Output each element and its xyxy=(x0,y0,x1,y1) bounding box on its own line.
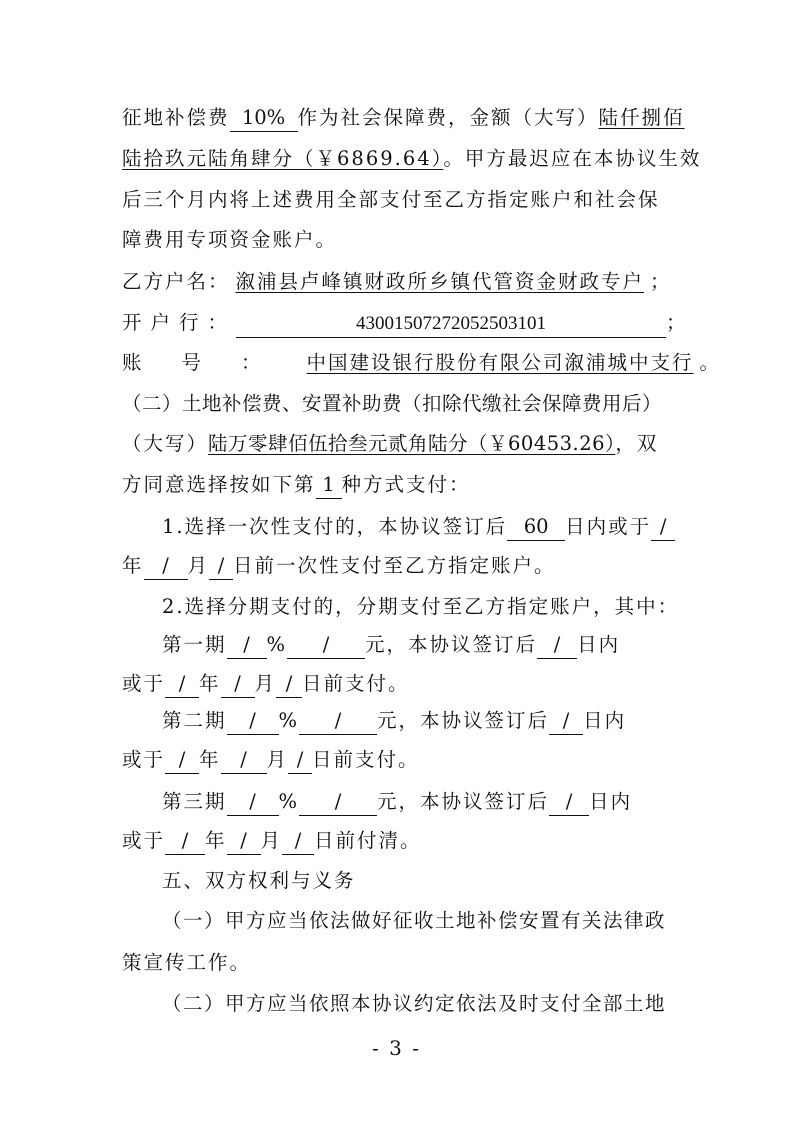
land-fee-line-1: （二）土地补偿费、安置补助费（扣除代缴社会保障费用后） xyxy=(122,392,663,415)
account-name-value: 溆浦县卢峰镇财政所乡镇代管资金财政专户 xyxy=(235,270,645,293)
amount-words-part2: 陆拾玖元陆角肆分（￥6869.64） xyxy=(122,147,444,170)
payment-method-choice: 1 xyxy=(316,472,342,499)
page-number: - 3 - xyxy=(372,1036,421,1060)
text: 日前支付。 xyxy=(312,748,420,771)
text: % xyxy=(266,633,288,656)
text: 。 xyxy=(699,351,722,374)
text: 或于 xyxy=(122,829,166,852)
section-5-heading: 五、双方权利与义务 xyxy=(162,869,356,892)
account-number-line xyxy=(122,345,722,381)
installment-days: / xyxy=(549,708,583,735)
option1-year: / xyxy=(651,514,675,541)
social-fee-line-2 xyxy=(122,141,702,177)
section-5-p2-line-1: （二）甲方应当依照本协议约定依法及时支付全部土地 xyxy=(162,992,667,1015)
installment-day: / xyxy=(288,747,312,774)
section-5-p1-line-2: 策宣传工作。 xyxy=(122,951,252,974)
installment-month: / xyxy=(221,747,267,774)
text: 元，本协议签订后 xyxy=(365,633,538,656)
text: 年 xyxy=(199,748,221,771)
option1-month: / xyxy=(144,553,188,580)
installment-label: 第三期 xyxy=(162,790,227,813)
installment-label: 第一期 xyxy=(162,633,227,656)
option1-day: / xyxy=(209,553,233,580)
text: 日前付清。 xyxy=(314,829,422,852)
installment-percent: / xyxy=(227,708,279,735)
account-name-line xyxy=(122,264,672,300)
installment-3-line-1 xyxy=(162,784,667,820)
installment-days: / xyxy=(537,632,577,659)
amount-words-part1: 陆仟捌佰 xyxy=(598,106,685,129)
text: （大写） xyxy=(122,432,209,455)
text: 日内或于 xyxy=(565,515,652,538)
text: 元，本协议签订后 xyxy=(377,790,550,813)
fee-percent-blank: 10% xyxy=(230,105,298,132)
land-fee-line-2 xyxy=(122,426,667,462)
installment-month: / xyxy=(227,828,261,855)
text: 。甲方最迟应在本协议生效 xyxy=(443,147,702,170)
installment-year: / xyxy=(165,671,199,698)
bank-line xyxy=(122,305,688,341)
installment-days: / xyxy=(549,789,589,816)
installment-year: / xyxy=(165,747,199,774)
installment-year: / xyxy=(165,828,205,855)
text: 月 xyxy=(187,554,210,577)
installment-1-line-1 xyxy=(162,627,667,663)
installment-day: / xyxy=(282,828,314,855)
text: 元，本协议签订后 xyxy=(377,709,550,732)
account-name-label: 乙方户名： xyxy=(122,270,230,293)
text: 日内 xyxy=(589,790,633,813)
text: 种方式支付： xyxy=(341,473,471,496)
installment-1-line-2 xyxy=(122,666,667,702)
installment-2-line-1 xyxy=(162,703,667,739)
text: % xyxy=(278,790,300,813)
installment-label: 第二期 xyxy=(162,709,227,732)
installment-day: / xyxy=(276,671,302,698)
section-5-p1-line-1: （一）甲方应当依法做好征收土地补偿安置有关法律政 xyxy=(162,909,667,932)
option1-line-1 xyxy=(162,509,667,545)
text: 月 xyxy=(266,748,289,771)
text: ； xyxy=(666,311,688,334)
text: 月 xyxy=(254,672,277,695)
installment-amount: / xyxy=(287,632,365,659)
option1-line-2 xyxy=(122,548,667,584)
text: 日前支付。 xyxy=(302,672,410,695)
text: % xyxy=(278,709,300,732)
text: ； xyxy=(650,270,672,293)
account-number-value: 中国建设银行股份有限公司溆浦城中支行 xyxy=(306,351,694,374)
installment-2-line-2 xyxy=(122,742,667,778)
bank-label: 开户行： xyxy=(122,311,237,334)
text: ，双 xyxy=(615,432,659,455)
text: 或于 xyxy=(122,748,166,771)
text: 方同意选择按如下第 xyxy=(122,473,316,496)
text: 征地补偿费 xyxy=(122,106,230,129)
bank-value: 43001507272052503101 xyxy=(236,311,666,338)
installment-3-line-2 xyxy=(122,823,667,859)
installment-percent: / xyxy=(227,632,267,659)
installment-amount: / xyxy=(299,789,377,816)
option2-title: 2.选择分期支付的，分期支付至乙方指定账户，其中： xyxy=(162,595,680,618)
text: 日前一次性支付至乙方指定账户。 xyxy=(233,554,556,577)
text: 日内 xyxy=(577,633,621,656)
land-fee-line-3 xyxy=(122,467,667,503)
text: 月 xyxy=(260,829,283,852)
social-fee-line-4: 障费用专项资金账户。 xyxy=(122,228,338,251)
text: 年 xyxy=(199,672,221,695)
account-number-label: 账号： xyxy=(122,351,301,374)
text: 年 xyxy=(122,554,144,577)
option1-days: 60 xyxy=(507,514,565,541)
installment-percent: / xyxy=(227,789,279,816)
installment-month: / xyxy=(221,671,255,698)
land-fee-amount: 陆万零肆佰伍拾叁元贰角陆分（￥60453.26） xyxy=(208,432,616,455)
text: 日内 xyxy=(583,709,627,732)
text: 1.选择一次性支付的，本协议签订后 xyxy=(162,515,508,538)
installment-amount: / xyxy=(299,708,377,735)
social-fee-line-1 xyxy=(122,100,685,136)
social-fee-line-3: 后三个月内将上述费用全部支付至乙方指定账户和社会保 xyxy=(122,188,660,211)
text: 作为社会保障费，金额（大写） xyxy=(297,106,599,129)
text: 或于 xyxy=(122,672,166,695)
text: 年 xyxy=(205,829,227,852)
